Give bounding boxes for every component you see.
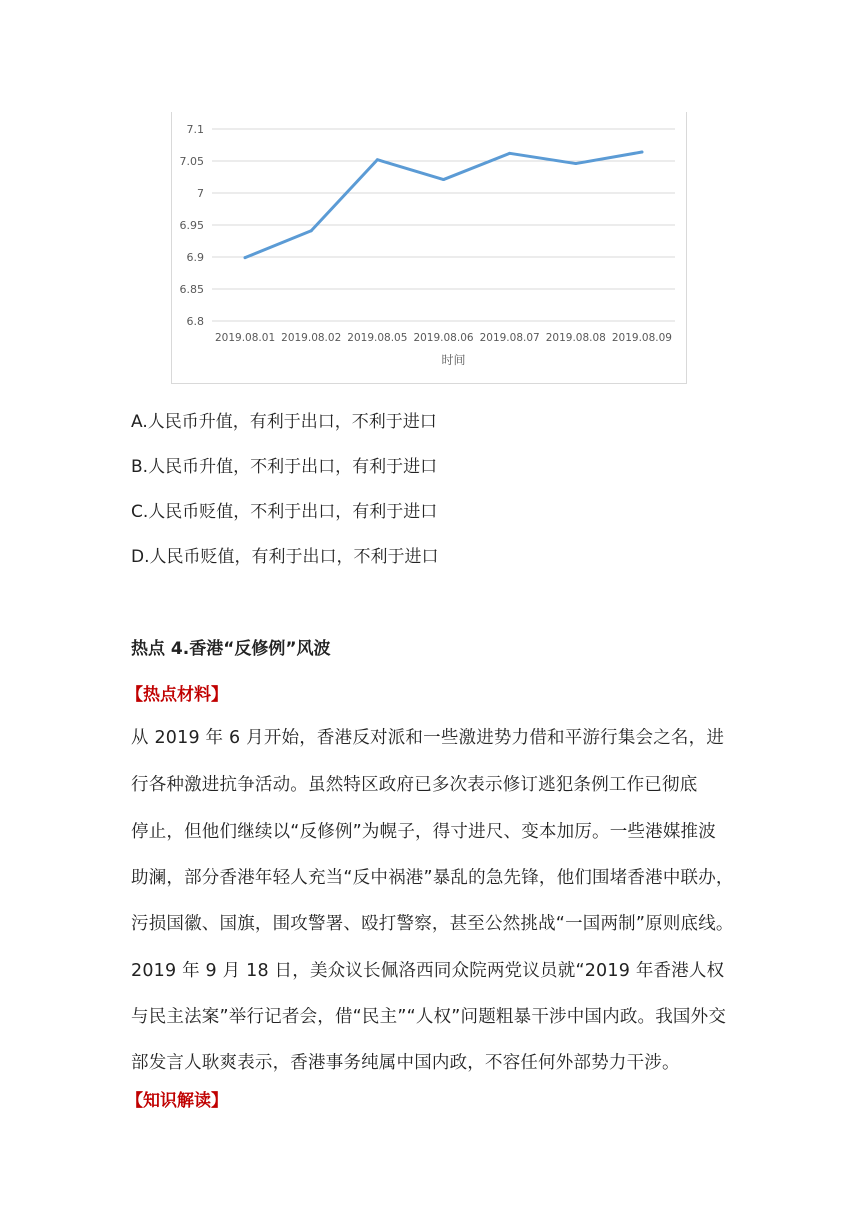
option-d[interactable]: D.人民币贬值，有利于出口，不利于进口 [131,547,439,567]
x-tick-label: 2019.08.06 [413,332,474,344]
knowledge-heading: 【知识解读】 [126,1091,228,1111]
y-tick-label: 6.95 [179,219,204,232]
paragraph-line: 部发言人耿爽表示，香港事务纯属中国内政，不容任何外部势力干涉。 [131,1053,680,1073]
series-line [245,152,642,258]
x-tick-label: 2019.08.05 [347,332,408,344]
data-point [442,178,445,181]
y-tick-label: 7.05 [179,155,204,168]
data-point [244,256,247,259]
x-tick-label: 2019.08.08 [545,332,606,344]
y-tick-label: 6.8 [186,315,204,328]
line-chart [171,112,687,384]
x-tick-label: 2019.08.02 [281,332,342,344]
material-heading: 【热点材料】 [126,685,228,705]
data-point [640,151,643,154]
paragraph-line: 从 2019 年 6 月开始，香港反对派和一些激进势力借和平游行集会之名，进 [131,728,725,748]
y-tick-label: 7.1 [186,123,204,136]
y-tick-label: 6.9 [186,251,204,264]
y-tick-label: 7 [197,187,204,200]
data-point [508,152,511,155]
data-point [376,158,379,161]
section-title: 热点 4.香港“反修例”风波 [131,639,331,659]
data-point [574,162,577,165]
data-point [310,229,313,232]
option-c[interactable]: C.人民币贬值，不利于出口，有利于进口 [131,502,438,522]
x-tick-label: 2019.08.09 [611,332,672,344]
paragraph-line: 污损国徽、国旗，围攻警署、殴打警察，甚至公然挑战“一国两制”原则底线。 [131,914,734,934]
x-tick-label: 2019.08.07 [479,332,540,344]
paragraph-line: 2019 年 9 月 18 日，美众议长佩洛西同众院两党议员就“2019 年香港人权 [131,961,725,981]
paragraph-line: 停止，但他们继续以“反修例”为幌子，得寸进尺、变本加厉。一些港媒推波 [131,822,716,842]
y-tick-label: 6.85 [179,283,204,296]
x-tick-label: 2019.08.01 [215,332,276,344]
option-a[interactable]: A.人民币升值，有利于出口，不利于进口 [131,412,437,432]
paragraph-line: 与民主法案”举行记者会，借“民主”“人权”问题粗暴干涉中国内政。我国外交 [131,1007,727,1027]
x-axis-title: 时间 [441,353,466,367]
option-b[interactable]: B.人民币升值，不利于出口，有利于进口 [131,457,438,477]
paragraph-line: 助澜，部分香港年轻人充当“反中祸港”暴乱的急先锋，他们围堵香港中联办， [131,868,734,888]
chart-svg [172,112,688,384]
paragraph-line: 行各种激进抗争活动。虽然特区政府已多次表示修订逃犯条例工作已彻底 [131,775,698,795]
